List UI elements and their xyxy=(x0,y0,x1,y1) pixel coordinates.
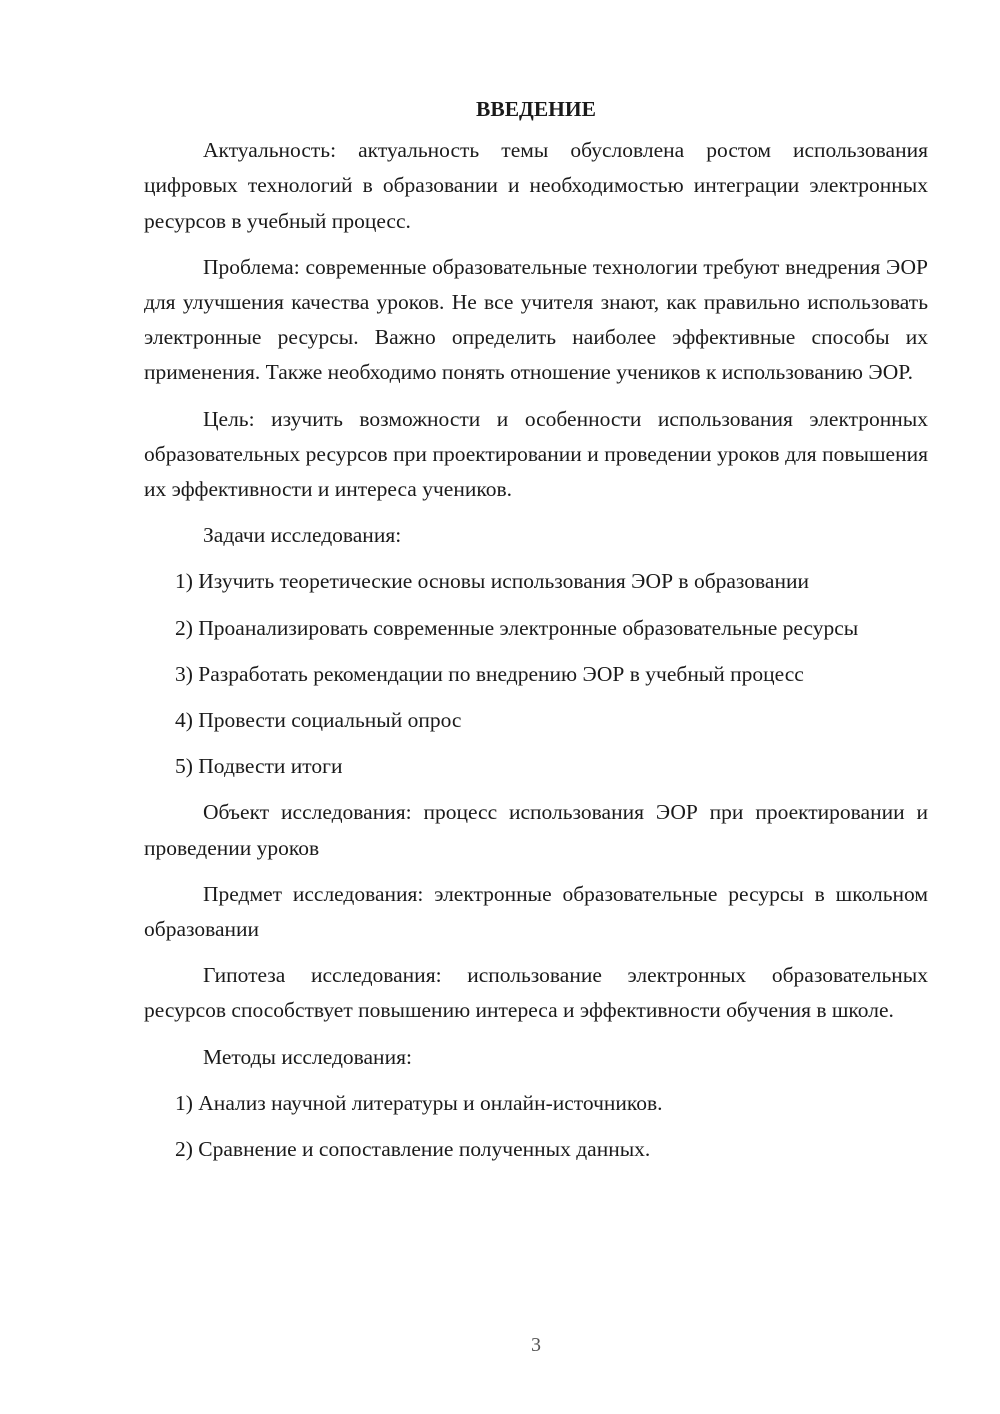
task-item-3: 3) Разработать рекомендации по внедрению ЭОР в учебный процесс xyxy=(175,661,804,686)
problem-paragraph: Проблема: современные образовательные технологии требуют внедрения ЭОР для улучшения качества уроков. Не все учителя знают, как правильно использовать электронные ресурсы. Важно определить наиболее эффективные способы их применения. Также необходимо понять отношение учеников к использованию ЭОР. xyxy=(144,254,928,385)
tasks-title: Задачи исследования: xyxy=(203,523,402,548)
task-item-4: 4) Провести социальный опрос xyxy=(175,708,462,733)
task-item-2: 2) Проанализировать современные электронные образовательные ресурсы xyxy=(175,615,859,640)
method-item-1: 1) Анализ научной литературы и онлайн-источников. xyxy=(175,1090,663,1115)
page-number: 3 xyxy=(531,1334,541,1356)
hypothesis-paragraph: Гипотеза исследования: использование электронных образовательных ресурсов способствует повышению интереса и эффективности обучения в школе. xyxy=(144,963,928,1023)
relevance-paragraph: Актуальность: актуальность темы обусловлена ростом использования цифровых технологий в образовании и необходимостью интеграции электронных ресурсов в учебный процесс. xyxy=(144,138,928,233)
method-item-2: 2) Сравнение и сопоставление полученных данных. xyxy=(175,1137,651,1162)
section-heading: ВВЕДЕНИЕ xyxy=(476,97,596,121)
subject-paragraph: Предмет исследования: электронные образовательные ресурсы в школьном образовании xyxy=(144,881,928,942)
task-item-1: 1) Изучить теоретические основы использования ЭОР в образовании xyxy=(175,569,809,594)
document-page xyxy=(144,92,928,1178)
methods-title: Методы исследования: xyxy=(203,1044,412,1069)
goal-paragraph: Цель: изучить возможности и особенности использования электронных образовательных ресурсов при проектировании и проведении уроков для повышения их эффективности и интереса учеников. xyxy=(144,406,928,502)
task-item-5: 5) Подвести итоги xyxy=(175,754,343,779)
object-paragraph: Объект исследования: процесс использования ЭОР при проектировании и проведении уроков xyxy=(144,800,928,860)
